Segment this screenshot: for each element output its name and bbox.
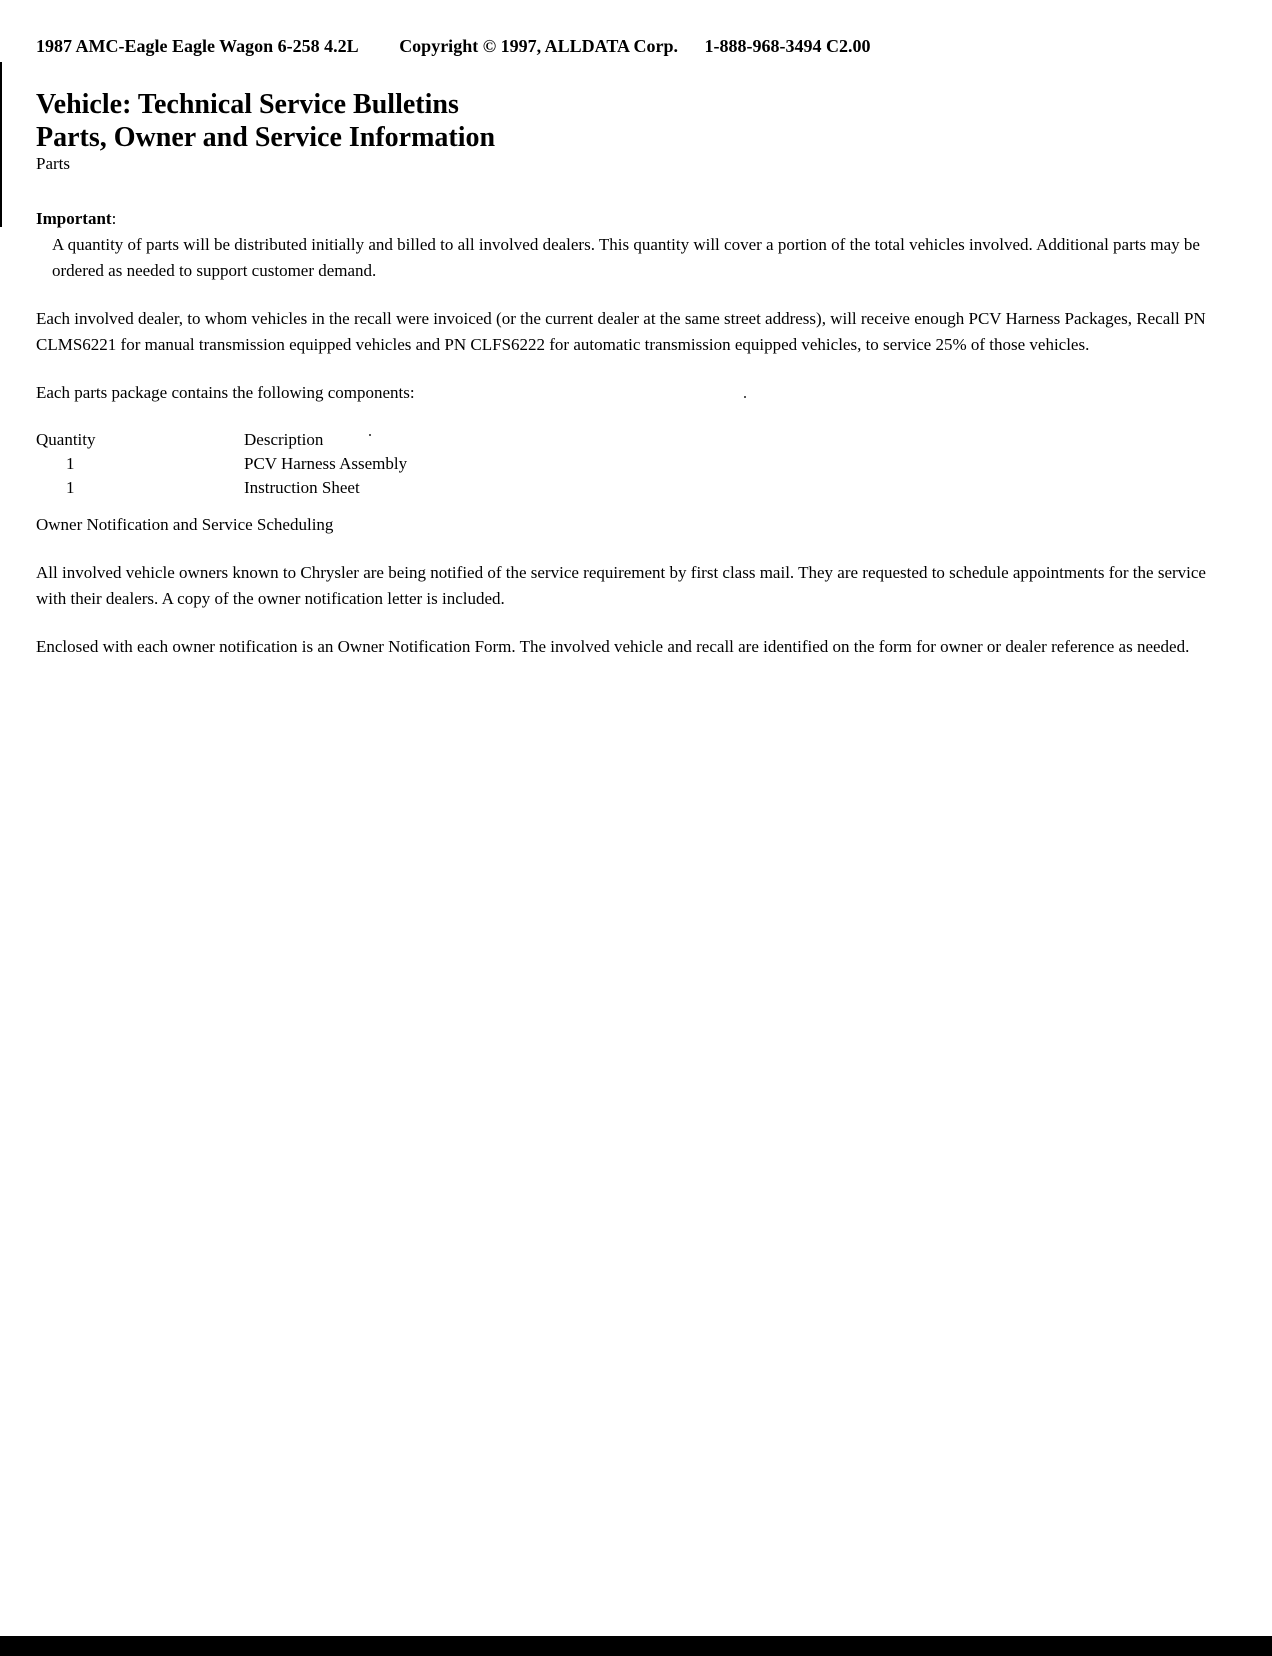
table-row xyxy=(36,476,407,500)
important-colon: : xyxy=(111,209,117,228)
header-quantity: Quantity xyxy=(36,430,96,449)
row-description: PCV Harness Assembly xyxy=(244,454,408,473)
row-quantity: 1 xyxy=(66,454,75,473)
owner-notified-paragraph: All involved vehicle owners known to Chrysler are being notified of the service requirement by first class mail. They are requested to schedule appointments for the service with their dealers. A copy of the owner notification letter is included. xyxy=(36,563,1206,608)
owner-notification-heading: Owner Notification and Service Scheduling xyxy=(36,515,334,534)
document-body xyxy=(36,206,1236,660)
page-header xyxy=(36,36,870,57)
parts-table xyxy=(36,428,407,500)
important-label: Important xyxy=(36,209,112,228)
important-note xyxy=(36,206,1236,284)
important-text: A quantity of parts will be distributed initially and billed to all involved dealers. This quantity will cover a portion of the total vehicles involved. Additional parts may be ordered as needed to support customer demand. xyxy=(52,235,1200,280)
package-contents-paragraph: Each parts package contains the following components: xyxy=(36,383,415,402)
row-description: Instruction Sheet xyxy=(244,478,360,497)
row-quantity: 1 xyxy=(66,478,75,497)
scan-edge-rule xyxy=(0,62,2,227)
owner-form-paragraph: Enclosed with each owner notification is an Owner Notification Form. The involved vehicle and recall are identified on the form for owner or dealer reference as needed. xyxy=(36,637,1190,656)
document-subtitle: Parts, Owner and Service Information xyxy=(36,122,496,153)
table-row xyxy=(36,452,407,476)
title-block xyxy=(36,88,495,174)
document-title: Vehicle: Technical Service Bulletins xyxy=(36,89,459,120)
dealer-packages-paragraph: Each involved dealer, to whom vehicles in the recall were invoiced (or the current dealer at the same street address), will receive enough PCV Harness Packages, Recall PN CLMS6221 for manual transmission equipped vehicles and PN CLFS6222 for automatic transmission equipped vehicles, to service 25% of those vehicles. xyxy=(36,309,1206,354)
scan-bottom-border xyxy=(0,1636,1272,1656)
header-copyright: Copyright © 1997, ALLDATA Corp. xyxy=(399,36,678,56)
scan-speck xyxy=(744,396,746,398)
header-description: Description xyxy=(244,430,324,449)
section-label: Parts xyxy=(36,154,70,173)
scan-speck xyxy=(369,434,371,436)
header-phone-code: 1-888-968-3494 C2.00 xyxy=(704,36,871,56)
parts-table-header xyxy=(36,428,407,452)
header-vehicle: 1987 AMC-Eagle Eagle Wagon 6-258 4.2L xyxy=(36,36,359,56)
